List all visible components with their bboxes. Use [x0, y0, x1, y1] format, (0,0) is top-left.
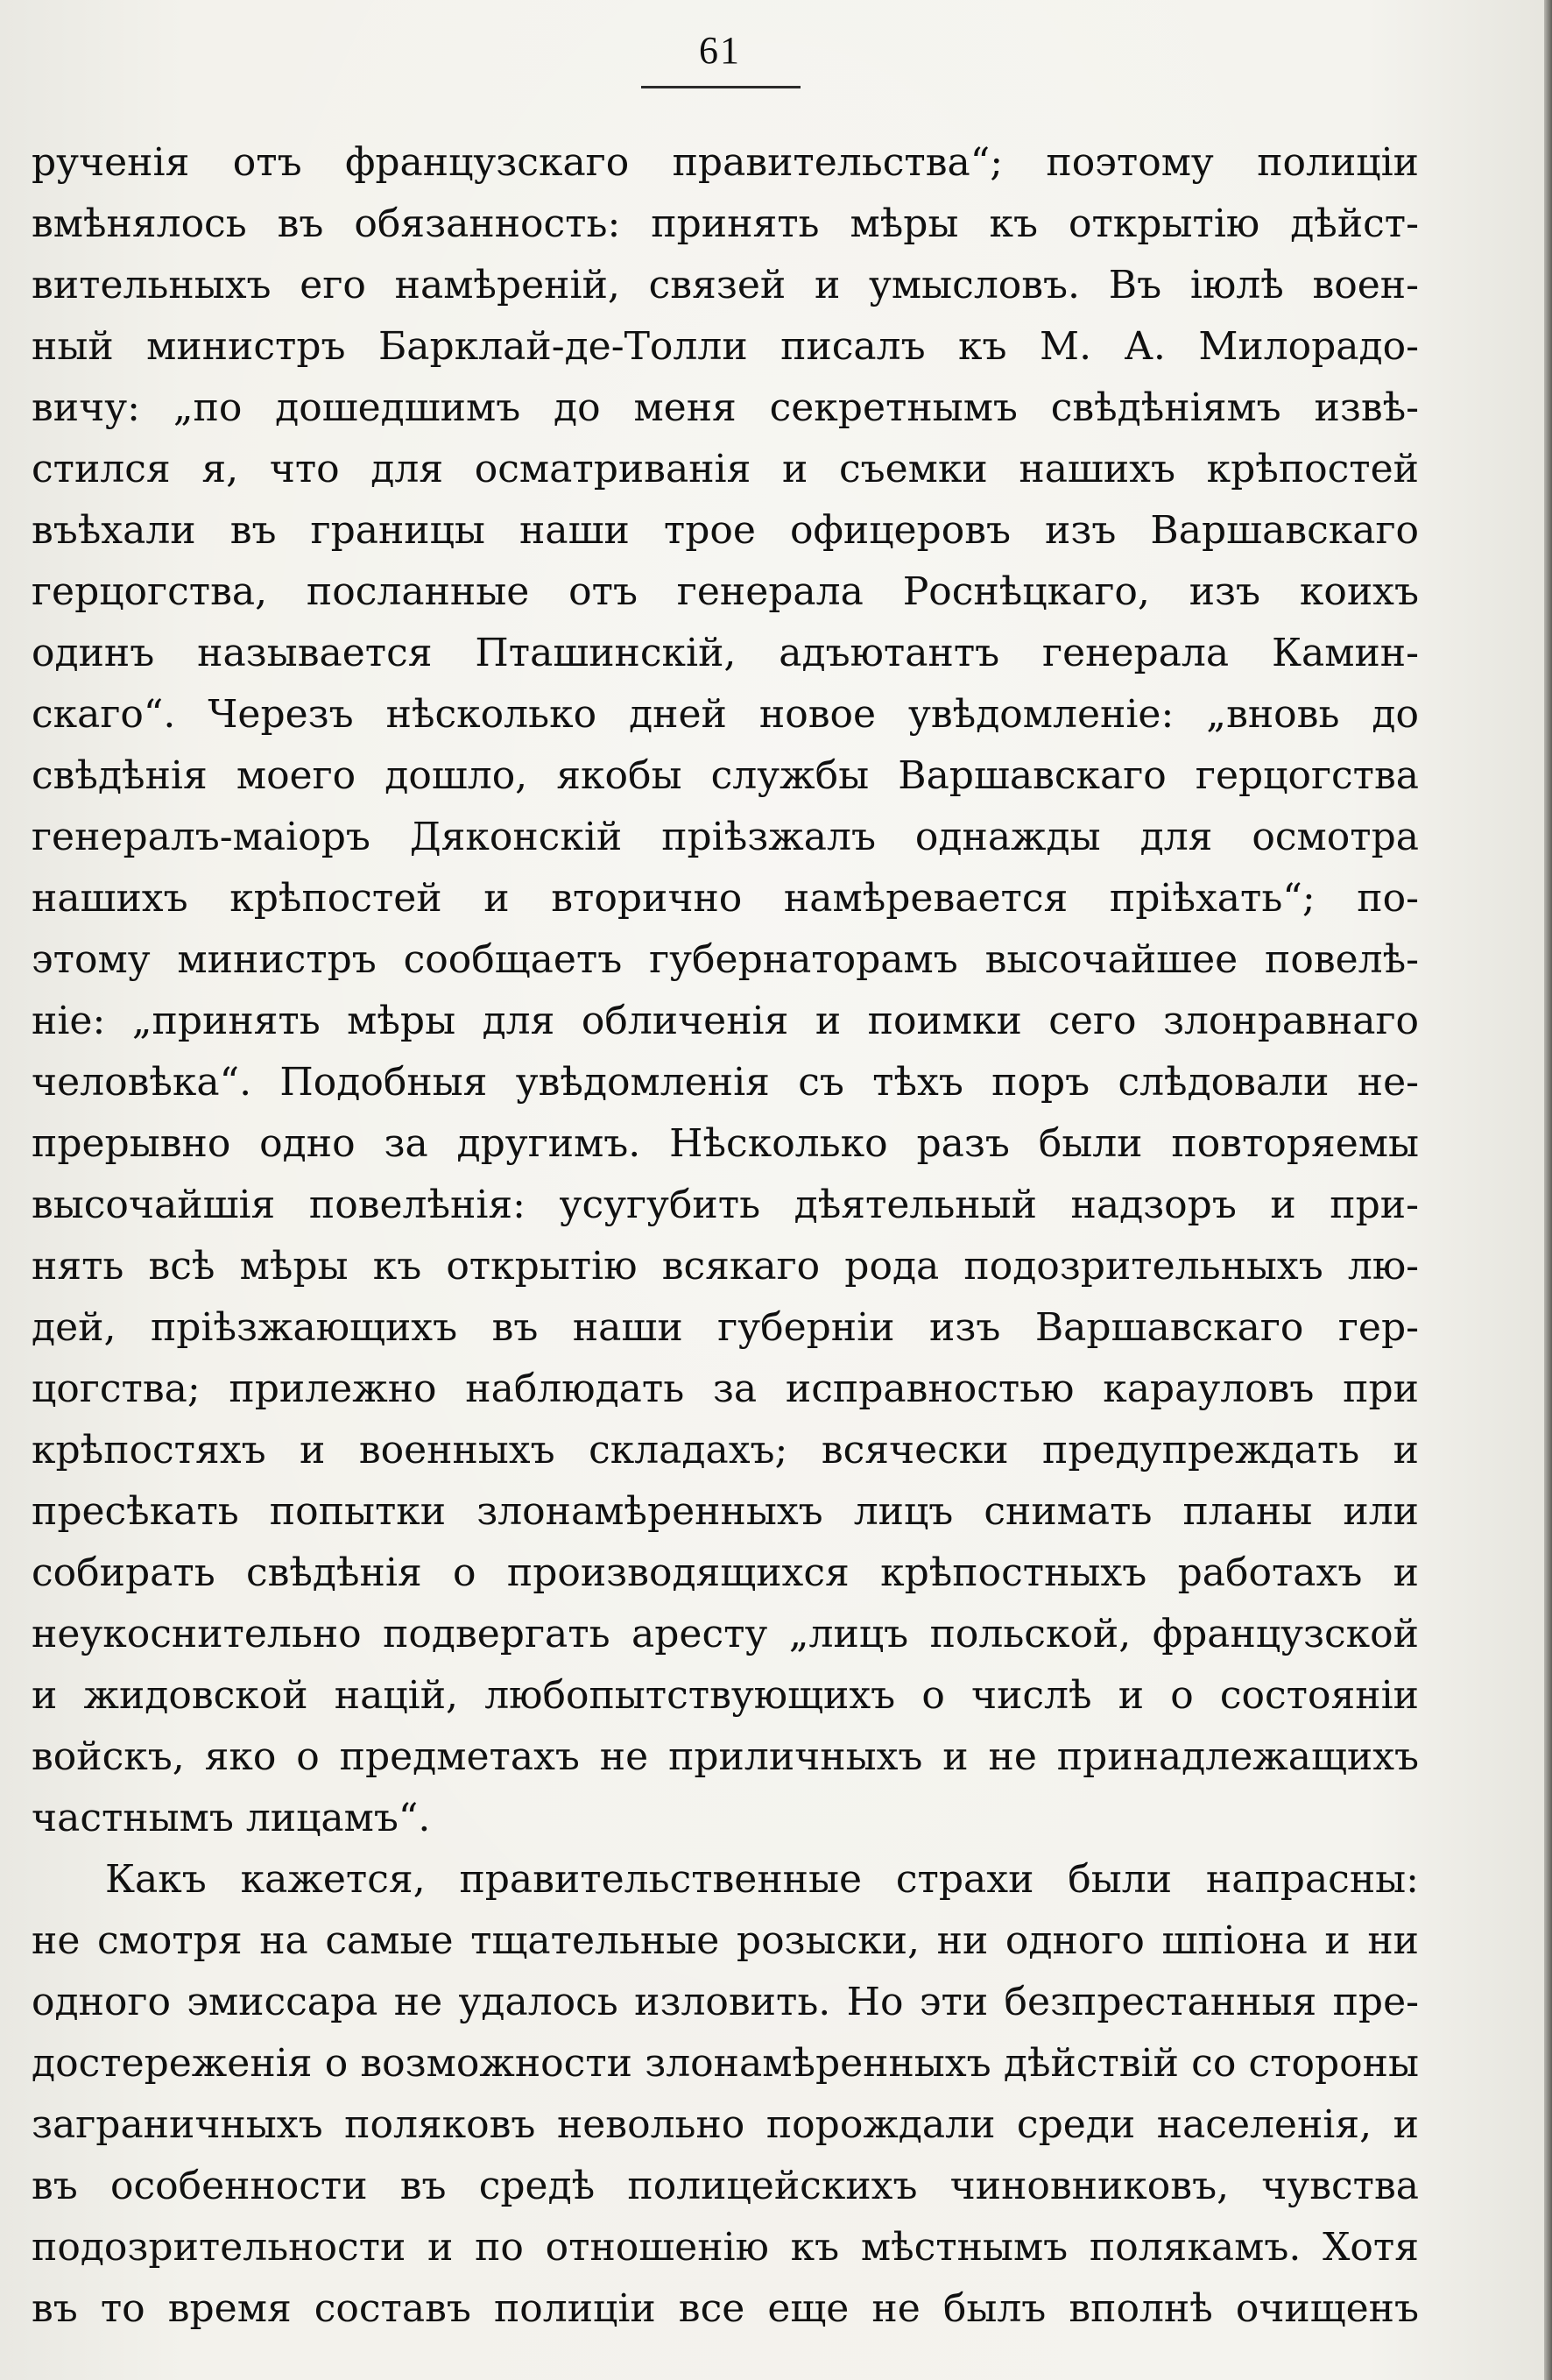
- text-line: генералъ-маіоръ Дяконскій пріѣзжалъ однажды для осмотра: [32, 815, 1419, 859]
- text-line: стился я, что для осматриванія и съемки нашихъ крѣпостей: [32, 447, 1419, 491]
- text-line: въ особенности въ средѣ полицейскихъ чиновниковъ, чувства: [32, 2164, 1419, 2208]
- page-number: 61: [699, 29, 741, 72]
- page-edge-shadow: [1544, 0, 1552, 2380]
- text-line: вмѣнялось въ обязанность: принять мѣры къ открытію дѣйст-: [32, 201, 1419, 246]
- text-line: подозрительности и по отношенію къ мѣстнымъ полякамъ. Хотя: [32, 2225, 1419, 2270]
- page-body-text: [32, 132, 1419, 2340]
- text-line: не смотря на самые тщательные розыски, ни одного шпіона и ни: [32, 1918, 1419, 1963]
- text-line: высочайшія повелѣнія: усугубить дѣятельный надзоръ и при-: [32, 1183, 1419, 1227]
- text-line: заграничныхъ поляковъ невольно порождали среди населенія, и: [32, 2102, 1419, 2147]
- text-line: свѣдѣнія моего дошло, якобы службы Варшавскаго герцогства: [32, 753, 1419, 798]
- text-line: неукоснительно подвергать аресту „лицъ польской, французской: [32, 1612, 1419, 1656]
- text-line: прерывно одно за другимъ. Нѣсколько разъ были повторяемы: [32, 1121, 1419, 1166]
- text-line: нять всѣ мѣры къ открытію всякаго рода подозрительныхъ лю-: [32, 1244, 1419, 1289]
- text-line: одинъ называется Пташинскій, адъютантъ генерала Камин-: [32, 631, 1419, 675]
- text-line: дей, пріѣзжающихъ въ наши губерніи изъ Варшавскаго гер-: [32, 1305, 1419, 1350]
- text-line: рученія отъ французскаго правительства“; поэтому полиціи: [32, 140, 1419, 185]
- text-line: въѣхали въ границы наши трое офицеровъ изъ Варшавскаго: [32, 508, 1419, 553]
- paragraph-start-line: Какъ кажется, правительственные страхи были напрасны:: [105, 1857, 1419, 1902]
- text-line: ный министръ Барклай-де-Толли писалъ къ М. А. Милорадо-: [32, 324, 1419, 369]
- text-line: человѣка“. Подобныя увѣдомленія съ тѣхъ поръ слѣдовали не-: [32, 1060, 1419, 1105]
- text-line: достереженія о возможности злонамѣренныхъ дѣйствій со стороны: [32, 2041, 1419, 2086]
- text-line: герцогства, посланные отъ генерала Роснѣцкаго, изъ коихъ: [32, 569, 1419, 614]
- text-line: ніе: „принять мѣры для обличенія и поимки сего злонравнаго: [32, 999, 1419, 1043]
- text-line: войскъ, яко о предметахъ не приличныхъ и не принадлежащихъ: [32, 1734, 1419, 1779]
- text-line: вичу: „по дошедшимъ до меня секретнымъ свѣдѣніямъ извѣ-: [32, 385, 1419, 430]
- text-line: въ то время составъ полиціи все еще не былъ вполнѣ очищенъ: [32, 2286, 1419, 2331]
- paragraph-end-line: частнымъ лицамъ“.: [32, 1796, 431, 1840]
- page-number-rule: [641, 86, 801, 88]
- text-line: скаго“. Черезъ нѣсколько дней новое увѣдомленіе: „вновь до: [32, 692, 1419, 737]
- text-line: вительныхъ его намѣреній, связей и умысловъ. Въ іюлѣ воен-: [32, 263, 1419, 307]
- text-line: собирать свѣдѣнія о производящихся крѣпостныхъ работахъ и: [32, 1550, 1419, 1595]
- text-line: этому министръ сообщаетъ губернаторамъ высочайшее повелѣ-: [32, 937, 1419, 982]
- text-line: крѣпостяхъ и военныхъ складахъ; всячески предупреждать и: [32, 1428, 1419, 1472]
- text-line: цогства; прилежно наблюдать за исправностью карауловъ при: [32, 1367, 1419, 1411]
- text-line: одного эмиссара не удалось изловить. Но эти безпрестанныя пре-: [32, 1980, 1419, 2024]
- text-line: и жидовской націй, любопытствующихъ о числѣ и о состояніи: [32, 1673, 1419, 1718]
- text-line: нашихъ крѣпостей и вторично намѣревается пріѣхать“; по-: [32, 876, 1419, 921]
- text-line: пресѣкать попытки злонамѣренныхъ лицъ снимать планы или: [32, 1489, 1419, 1534]
